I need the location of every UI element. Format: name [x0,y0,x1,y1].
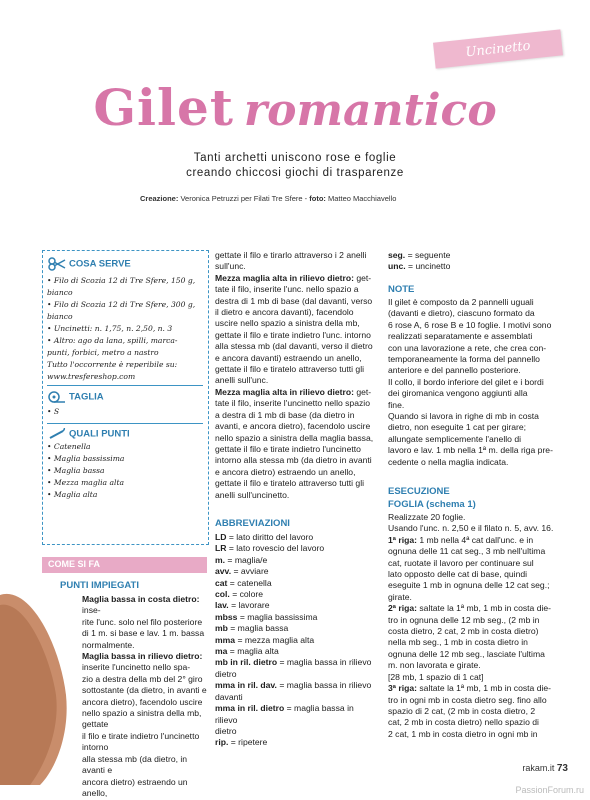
abbreviation-item: mb = maglia bassa [215,623,289,634]
text-line: tate il filo, inserite l'uncinetto nello spazio [215,398,370,409]
category-tag [433,29,563,68]
credits-text-foto: Matteo Macchiavello [328,194,397,203]
abbreviation-item: mbss = maglia bassissima [215,611,318,622]
abbreviation-item: LR = lato rovescio del lavoro [215,543,325,554]
text-line: avanti, e ancora dietro), facendolo uscire [215,421,371,432]
abbreviazioni-list [215,532,375,749]
abbreviation-item: mma in ril. dietro = maglia bassa in rilievo [215,703,354,725]
foglia-subheading: FOGLIA (schema 1) [388,499,476,510]
text-line: nello spazio a sinistra della mb, gettate [82,708,202,730]
come-si-fa-band [42,557,207,573]
text-line: con una lavorazione a rete, che crea con- [388,342,547,353]
tape-measure-icon [48,391,66,403]
text-line: ancora dietro), facendolo uscire [82,696,203,707]
text-line: il filo e tirate indietro l'uncinetto intorno [82,730,200,753]
page-number: 73 [556,763,568,774]
taglia-heading: TAGLIA [48,391,104,403]
stitch-item: • Maglia bassissima [47,454,125,463]
credits-label-creazione: Creazione: [140,194,179,203]
subtitle-line-1: Tanti archetti uniscono rose e foglie [193,152,397,164]
text-line: ancora dietro) estraendo un anello, [82,776,188,798]
size-item: • S [47,407,60,416]
footer-site: rakam.it [522,763,555,773]
quali-punti-list [47,441,124,501]
esecuzione-text [388,512,563,740]
column-3-top [388,250,563,273]
page-title [0,78,590,137]
model-photo [0,585,70,785]
abbreviation-item: col. = colore [215,589,264,600]
quali-punti-heading: QUALI PUNTI [48,428,130,440]
text-line: intorno alla stessa mb (da dietro in avanti [215,455,372,466]
text-line: tro in ogni mb in costa dietro seg. fino allo [388,694,547,705]
abbreviation-item: lav. = lavorare [215,600,270,611]
text-line: fine. [388,399,405,410]
note-text [388,297,563,468]
watermark: PassionForum.ru [515,785,584,795]
abbreviation-item: avv. = avviare [215,566,269,577]
abbreviation-item: dietro [215,725,237,736]
category-tag-label: Uncinetto [464,38,532,60]
text-line: 3ª riga: saltate la 1ª mb, 1 mb in costa die- [388,683,552,694]
text-line: Il collo, il bordo inferiore del gilet e i bordi [388,376,544,387]
material-item: bianco [47,312,73,321]
text-line: nello spazio a sinistra della maglia bassa, [215,432,374,443]
text-line: eseguite 1 mb in ognuna delle 12 cat seg.; [388,580,550,591]
text-line: gettate il filo e tiratelo attraverso tutti gli [215,478,365,489]
abbreviation-item: m. = maglia/e [215,554,268,565]
note-heading: NOTE [388,284,415,295]
abbreviation-item: rip. = ripetere [215,737,268,748]
scissors-icon [48,257,66,271]
material-item: punti, forbici, metro a nastro [47,348,159,357]
text-line: 1ª riga: 1 mb nella 4ª cat dall'unc. e in [388,534,534,545]
text-line: cat, ruotate il lavoro per continuare sul [388,557,534,568]
text-line: Il gilet è composto da 2 pannelli uguali [388,297,534,307]
credits-text-creazione: Veronica Petruzzi per Filati Tre Sfere - [180,194,310,203]
text-line: Usando l'unc. n. 2,50 e il filato n. 5, avv. 16. [388,523,554,534]
text-line: alla stessa mb (dal davanti, verso il dietro [215,341,373,352]
text-line: Quando si lavora in righe di mb in costa [388,411,539,422]
title-word-1: Gilet [93,78,234,137]
taglia-list [47,406,59,418]
text-line: a destra di 1 mb di base (da dietro in [215,409,355,420]
page-footer [522,763,568,774]
abbreviation-item: unc. = uncinetto [388,261,451,272]
esecuzione-heading: ESECUZIONE [388,486,450,497]
material-item: Tutto l'occorrente è reperibile su: [47,360,178,369]
text-line: lavoro e lav. 1 mb nella 1ª m. della riga pre- [388,445,553,456]
abbreviation-item: dietro [215,668,237,679]
text-line: dietro, non eseguite 1 cat per girare; [388,422,527,433]
abbreviation-item: cat = catenella [215,577,272,588]
text-line: spazio di 2 cat, (2 mb in costa dietro, 2 [388,705,536,716]
stitch-item: • Catenella [47,442,91,451]
abbreviation-item: mma in ril. dav. = maglia bassa in rilievo [215,680,372,691]
text-line: lato opposto delle cat di base, quindi [388,569,528,580]
material-item: • Altro: ago da lana, spilli, marca- [47,336,178,345]
text-line: sottostante (da dietro, in avanti e [82,685,207,696]
stitch-item: • Maglia alta [47,490,98,499]
material-item: bianco [47,288,73,297]
title-word-2: romantico [243,85,497,136]
text-line: [28 mb, 1 spazio di 1 cat] [388,671,484,682]
divider [47,423,203,424]
punti-impiegati-heading: PUNTI IMPIEGATI [60,580,139,591]
abbreviation-item: LD = lato diritto del lavoro [215,532,314,542]
text-line: temporaneamente la forma del pannello [388,354,540,365]
text-line: gettate il filo e tiratelo attraverso tutti gli [215,364,365,375]
abbreviation-item: mb in ril. dietro = maglia bassa in rilievo [215,657,372,668]
crochet-hook-icon [48,428,66,440]
text-line: Mezza maglia alta in rilievo dietro: get- [215,272,372,283]
divider [47,385,203,386]
abbreviation-item: seg. = seguente [388,250,451,260]
text-line: cat, 2 mb in costa dietro) nello spazio di [388,717,539,728]
stitch-item: • Mezza maglia alta [47,478,125,487]
cosa-serve-list [47,275,205,383]
text-line: di 1 m. si base e lav. 1 m. bassa [82,628,205,639]
column-1-text [82,594,208,799]
credits [140,194,396,203]
column-2-text [215,250,375,501]
text-line: Maglia bassa in rilievo dietro: [82,651,203,662]
text-line: rite l'unc. solo nel filo posteriore [82,616,203,627]
material-item: • Filo di Scozia 12 di Tre Sfere, 150 g, [47,276,196,285]
text-line: 6 rose A, 6 rose B e 10 foglie. I motivi sono [388,319,552,330]
text-line: e ancora dietro) estraendo un anello, [215,466,356,477]
text-line: m. non lavorata e girate. [388,660,481,671]
abbreviation-item: mma = mezza maglia alta [215,634,315,645]
come-si-fa-label: COME SI FA [48,559,101,569]
text-line: normalmente. [82,639,135,650]
text-line: (davanti e dietro), ciascuno formato da [388,308,535,319]
credits-label-foto: foto: [309,194,326,203]
text-line: gettate il filo e tirarlo attraverso i 2 anelli [215,250,367,260]
text-line: alla stessa mb (da dietro, in avanti e [82,753,188,776]
text-line: allungate semplicemente l'anello di [388,433,522,444]
text-line: nella mb seg., 1 mb in costa dietro in [388,637,528,648]
text-line: sull'unc. [215,261,246,272]
text-line: e ancora davanti) estraendo un anello, [215,352,362,363]
text-line: ognuna delle 11 cat seg., 3 mb nell'ultima [388,546,546,557]
text-line: anelli sull'uncinetto. [215,489,290,500]
text-line: anelli sull'unc. [215,375,269,386]
text-line: Mezza maglia alta in rilievo dietro: get- [215,386,372,397]
abbreviation-item: davanti [215,691,243,702]
stitch-item: • Maglia bassa [47,466,105,475]
text-line: Realizzate 20 foglie. [388,512,466,522]
text-line: tro in ognuna delle 12 mb seg., (2 mb in [388,614,540,625]
material-item: www.tresfereshop.com [47,372,136,381]
text-line: ognuna delle 12 mb seg., lasciate l'ultima [388,648,545,659]
text-line: costa dietro, 2 cat, 2 mb in costa dietro) [388,626,539,637]
abbreviazioni-heading: ABBREVIAZIONI [215,518,290,529]
text-line: 2 cat, 1 mb in costa dietro in ogni mb in [388,728,538,739]
cosa-serve-heading: COSA SERVE [48,257,131,271]
text-line: 2ª riga: saltate la 1ª mb, 1 mb in costa die- [388,603,552,614]
abbreviation-item: ma = maglia alta [215,646,279,657]
material-item: • Filo di Scozia 12 di Tre Sfere, 300 g, [47,300,196,309]
text-line: gettate il filo e tirate indietro l'uncinetto [215,443,361,454]
subtitle-line-2: creando chiccosi giochi di trasparenze [186,167,404,179]
text-line: destra di 1 mb di base (dal davanti, verso [215,295,373,306]
text-line: girate. [388,591,412,602]
text-line: uscire nello spazio a sinistra della mb, [215,318,360,329]
materials-box [42,250,209,545]
text-line: realizzati separatamente e assemblati [388,331,533,342]
text-line: tate il filo, inserite l'unc. nello spazio a [215,284,359,295]
material-item: • Uncinetti: n. 1,75, n. 2,50, n. 3 [47,324,173,333]
text-line: anteriore e del pannello posteriore. [388,365,521,376]
text-line: inserite l'uncinetto nello spa- [82,662,191,673]
text-line: gettate il filo e tirate indietro l'unc. intorno [215,329,371,340]
text-line: dei giromanica vengono aggiunti alla [388,388,528,399]
text-line: il dietro e ancora davanti), facendolo [215,307,354,318]
text-line: zio a destra della mb del 2° giro [82,673,203,684]
text-line: Maglia bassa in costa dietro: inse- [82,594,200,616]
text-line: cedente o nella maglia indicata. [388,456,509,467]
